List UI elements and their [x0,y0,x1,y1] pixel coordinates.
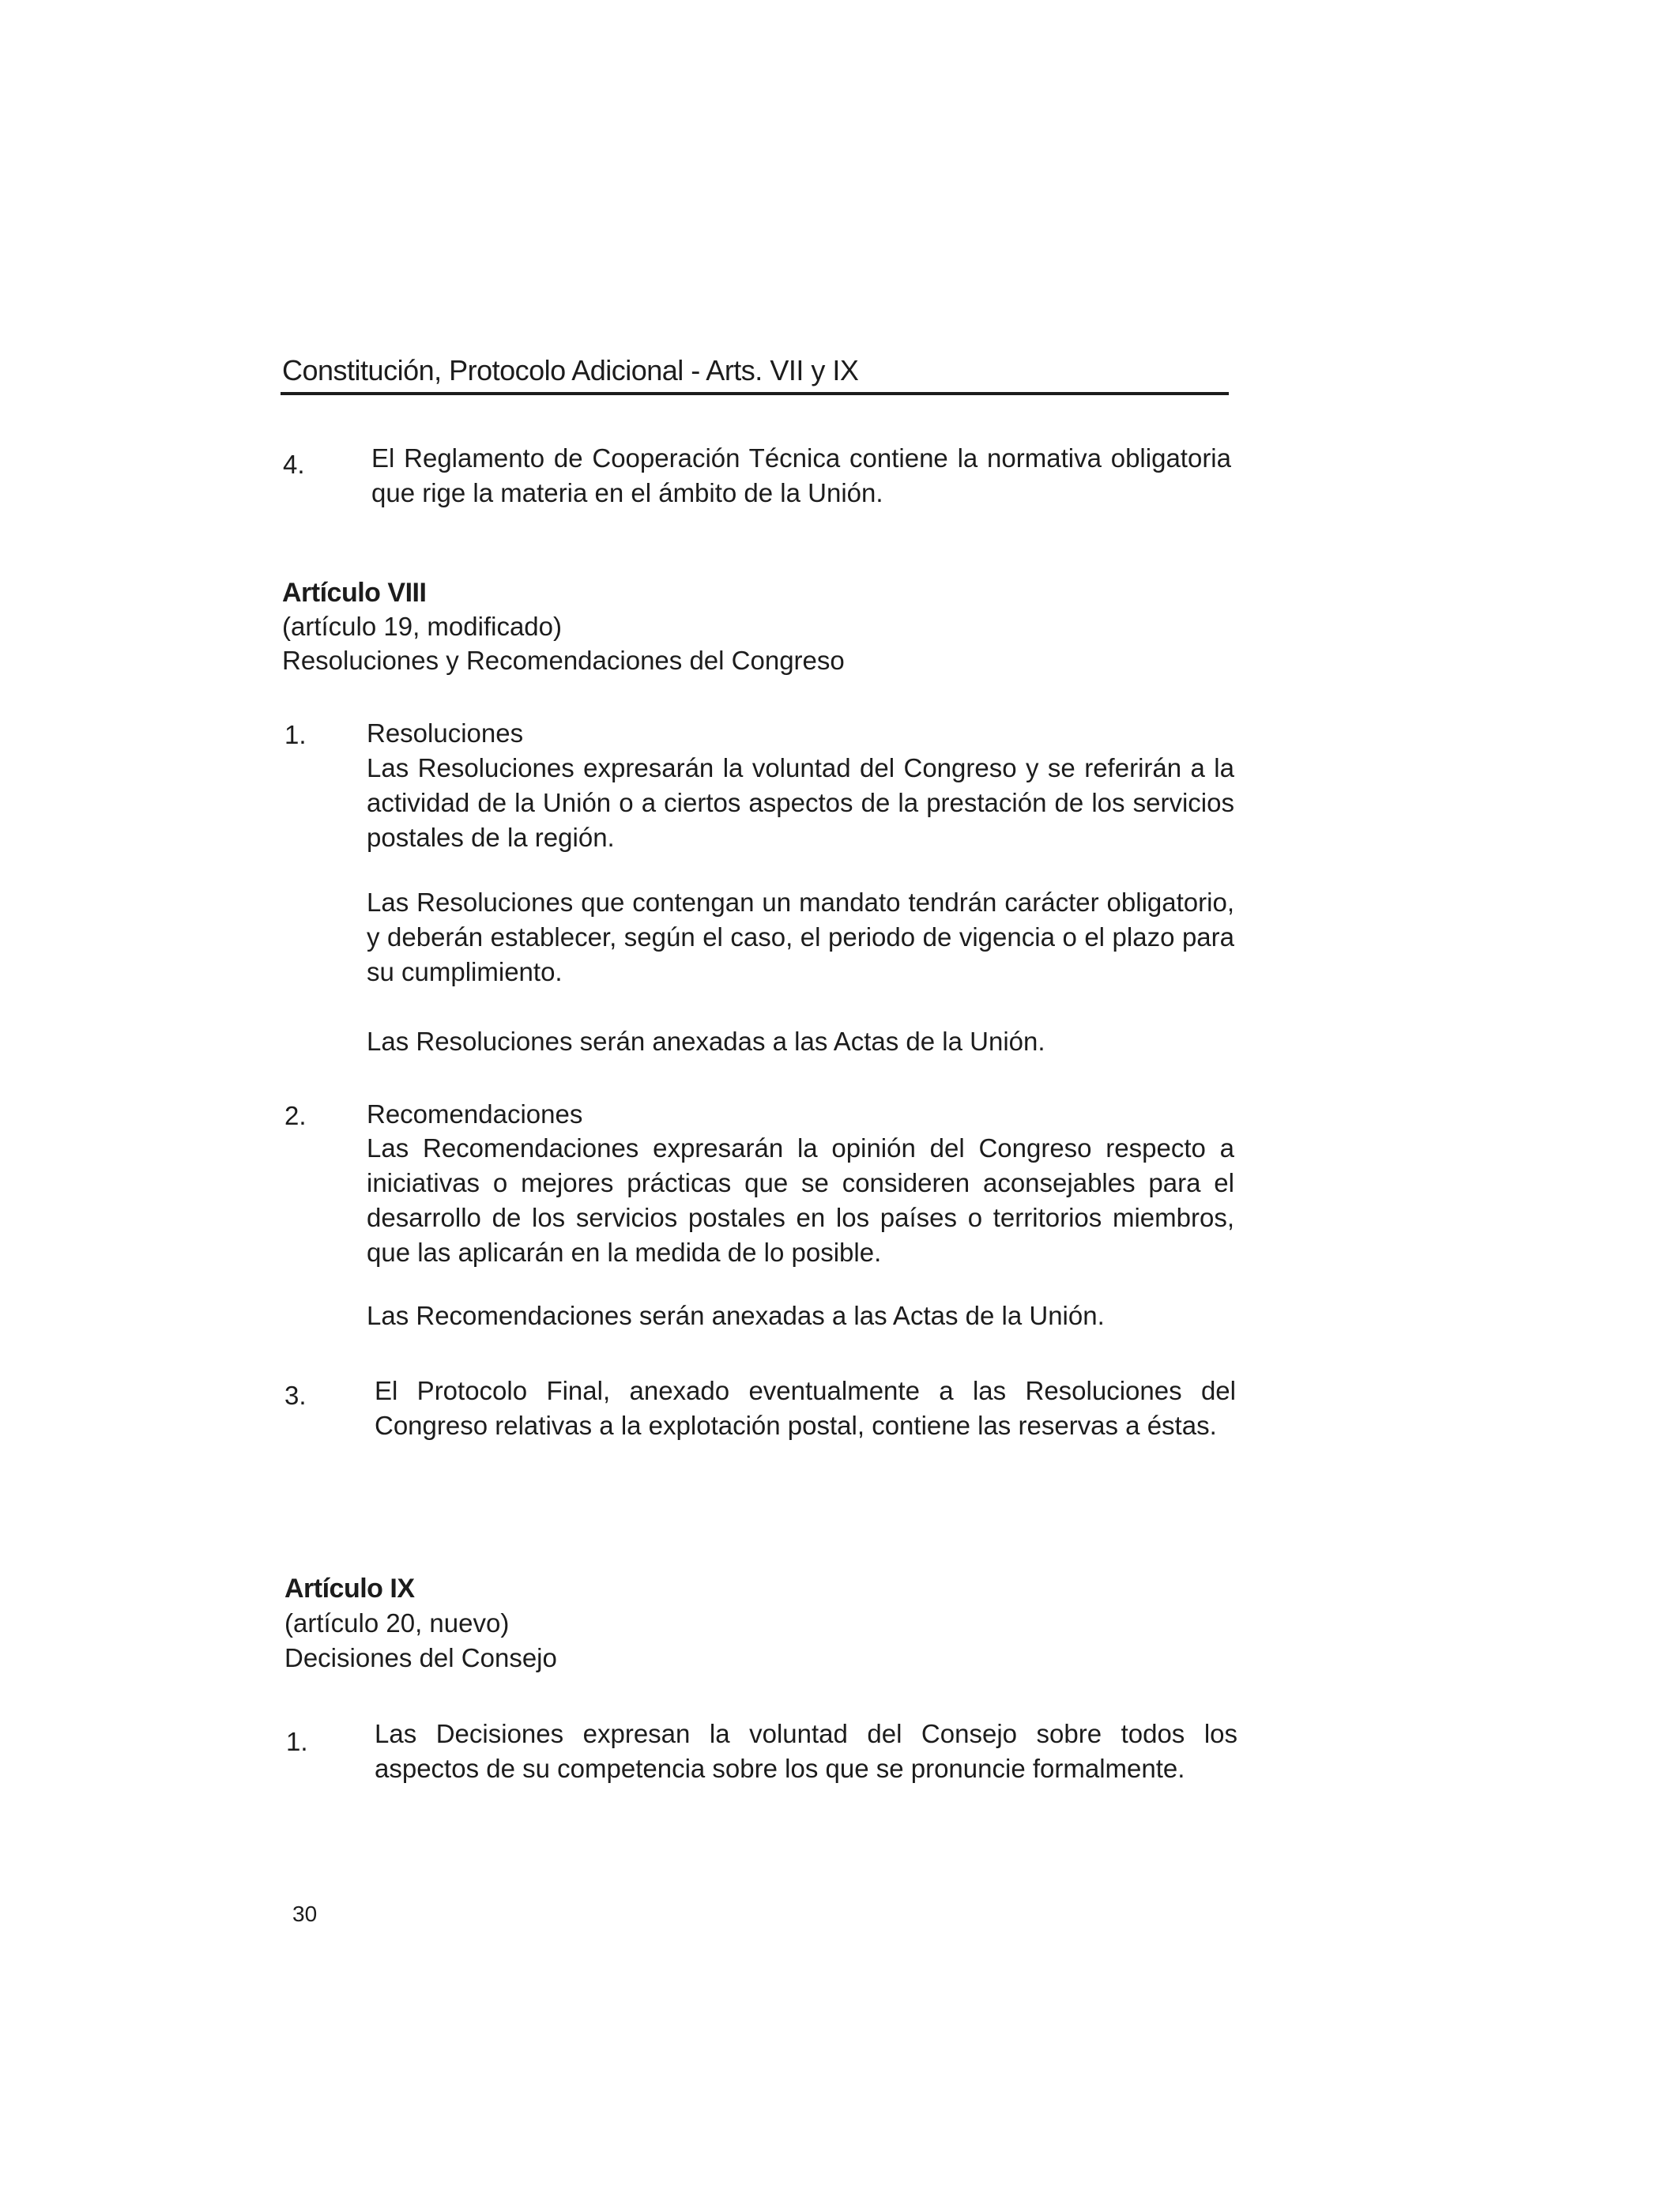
item-number: 1. [286,1727,308,1756]
item-paragraph: Las Resoluciones que contengan un mandato tendrán carácter obligatorio, y deberán establecer, según el caso, el periodo de vigencia o el plazo para su cumplimiento. [367,888,1234,986]
running-header: Constitución, Protocolo Adicional - Arts. VII y IX [282,354,859,386]
item-text: Las Decisiones expresan la voluntad del Consejo sobre todos los aspectos de su competencia sobre los que se pronuncie formalmente. [375,1719,1237,1783]
item-number: 3. [284,1381,307,1410]
article-reference: (artículo 19, modificado) [282,612,562,641]
item-paragraph: Las Resoluciones serán anexadas a las Actas de la Unión. [367,1027,1045,1056]
item-paragraph: Las Recomendaciones serán anexadas a las Actas de la Unión. [367,1301,1105,1330]
article-title: Artículo IX [284,1574,415,1604]
article-title: Artículo VIII [282,578,427,608]
item-number: 4. [283,450,305,479]
page-number: 30 [292,1902,318,1926]
item-paragraph: Las Resoluciones expresarán la voluntad del Congreso y se referirán a la actividad de la Unión o a ciertos aspectos de la prestación de los servicios postales de la región. [367,753,1234,852]
item-paragraph: Las Recomendaciones expresarán la opinión del Congreso respecto a iniciativas o mejores prácticas que se consideren aconsejables para el desarrollo de los servicios postales en los países o territorios miembros, que las aplicarán en la medida de lo posible. [367,1133,1234,1267]
article-subject: Decisiones del Consejo [284,1643,557,1672]
article-subject: Resoluciones y Recomendaciones del Congreso [282,646,845,675]
item-text: El Protocolo Final, anexado eventualmente a las Resoluciones del Congreso relativas a la explotación postal, contiene las reservas a éstas. [375,1376,1236,1440]
item-number: 2. [284,1101,307,1130]
item-number: 1. [284,720,307,749]
article-reference: (artículo 20, nuevo) [284,1608,510,1638]
header-rule [281,392,1229,395]
item-text: El Reglamento de Cooperación Técnica contiene la normativa obligatoria que rige la materia en el ámbito de la Unión. [371,443,1231,507]
item-heading: Resoluciones [367,718,524,748]
item-heading: Recomendaciones [367,1099,583,1129]
